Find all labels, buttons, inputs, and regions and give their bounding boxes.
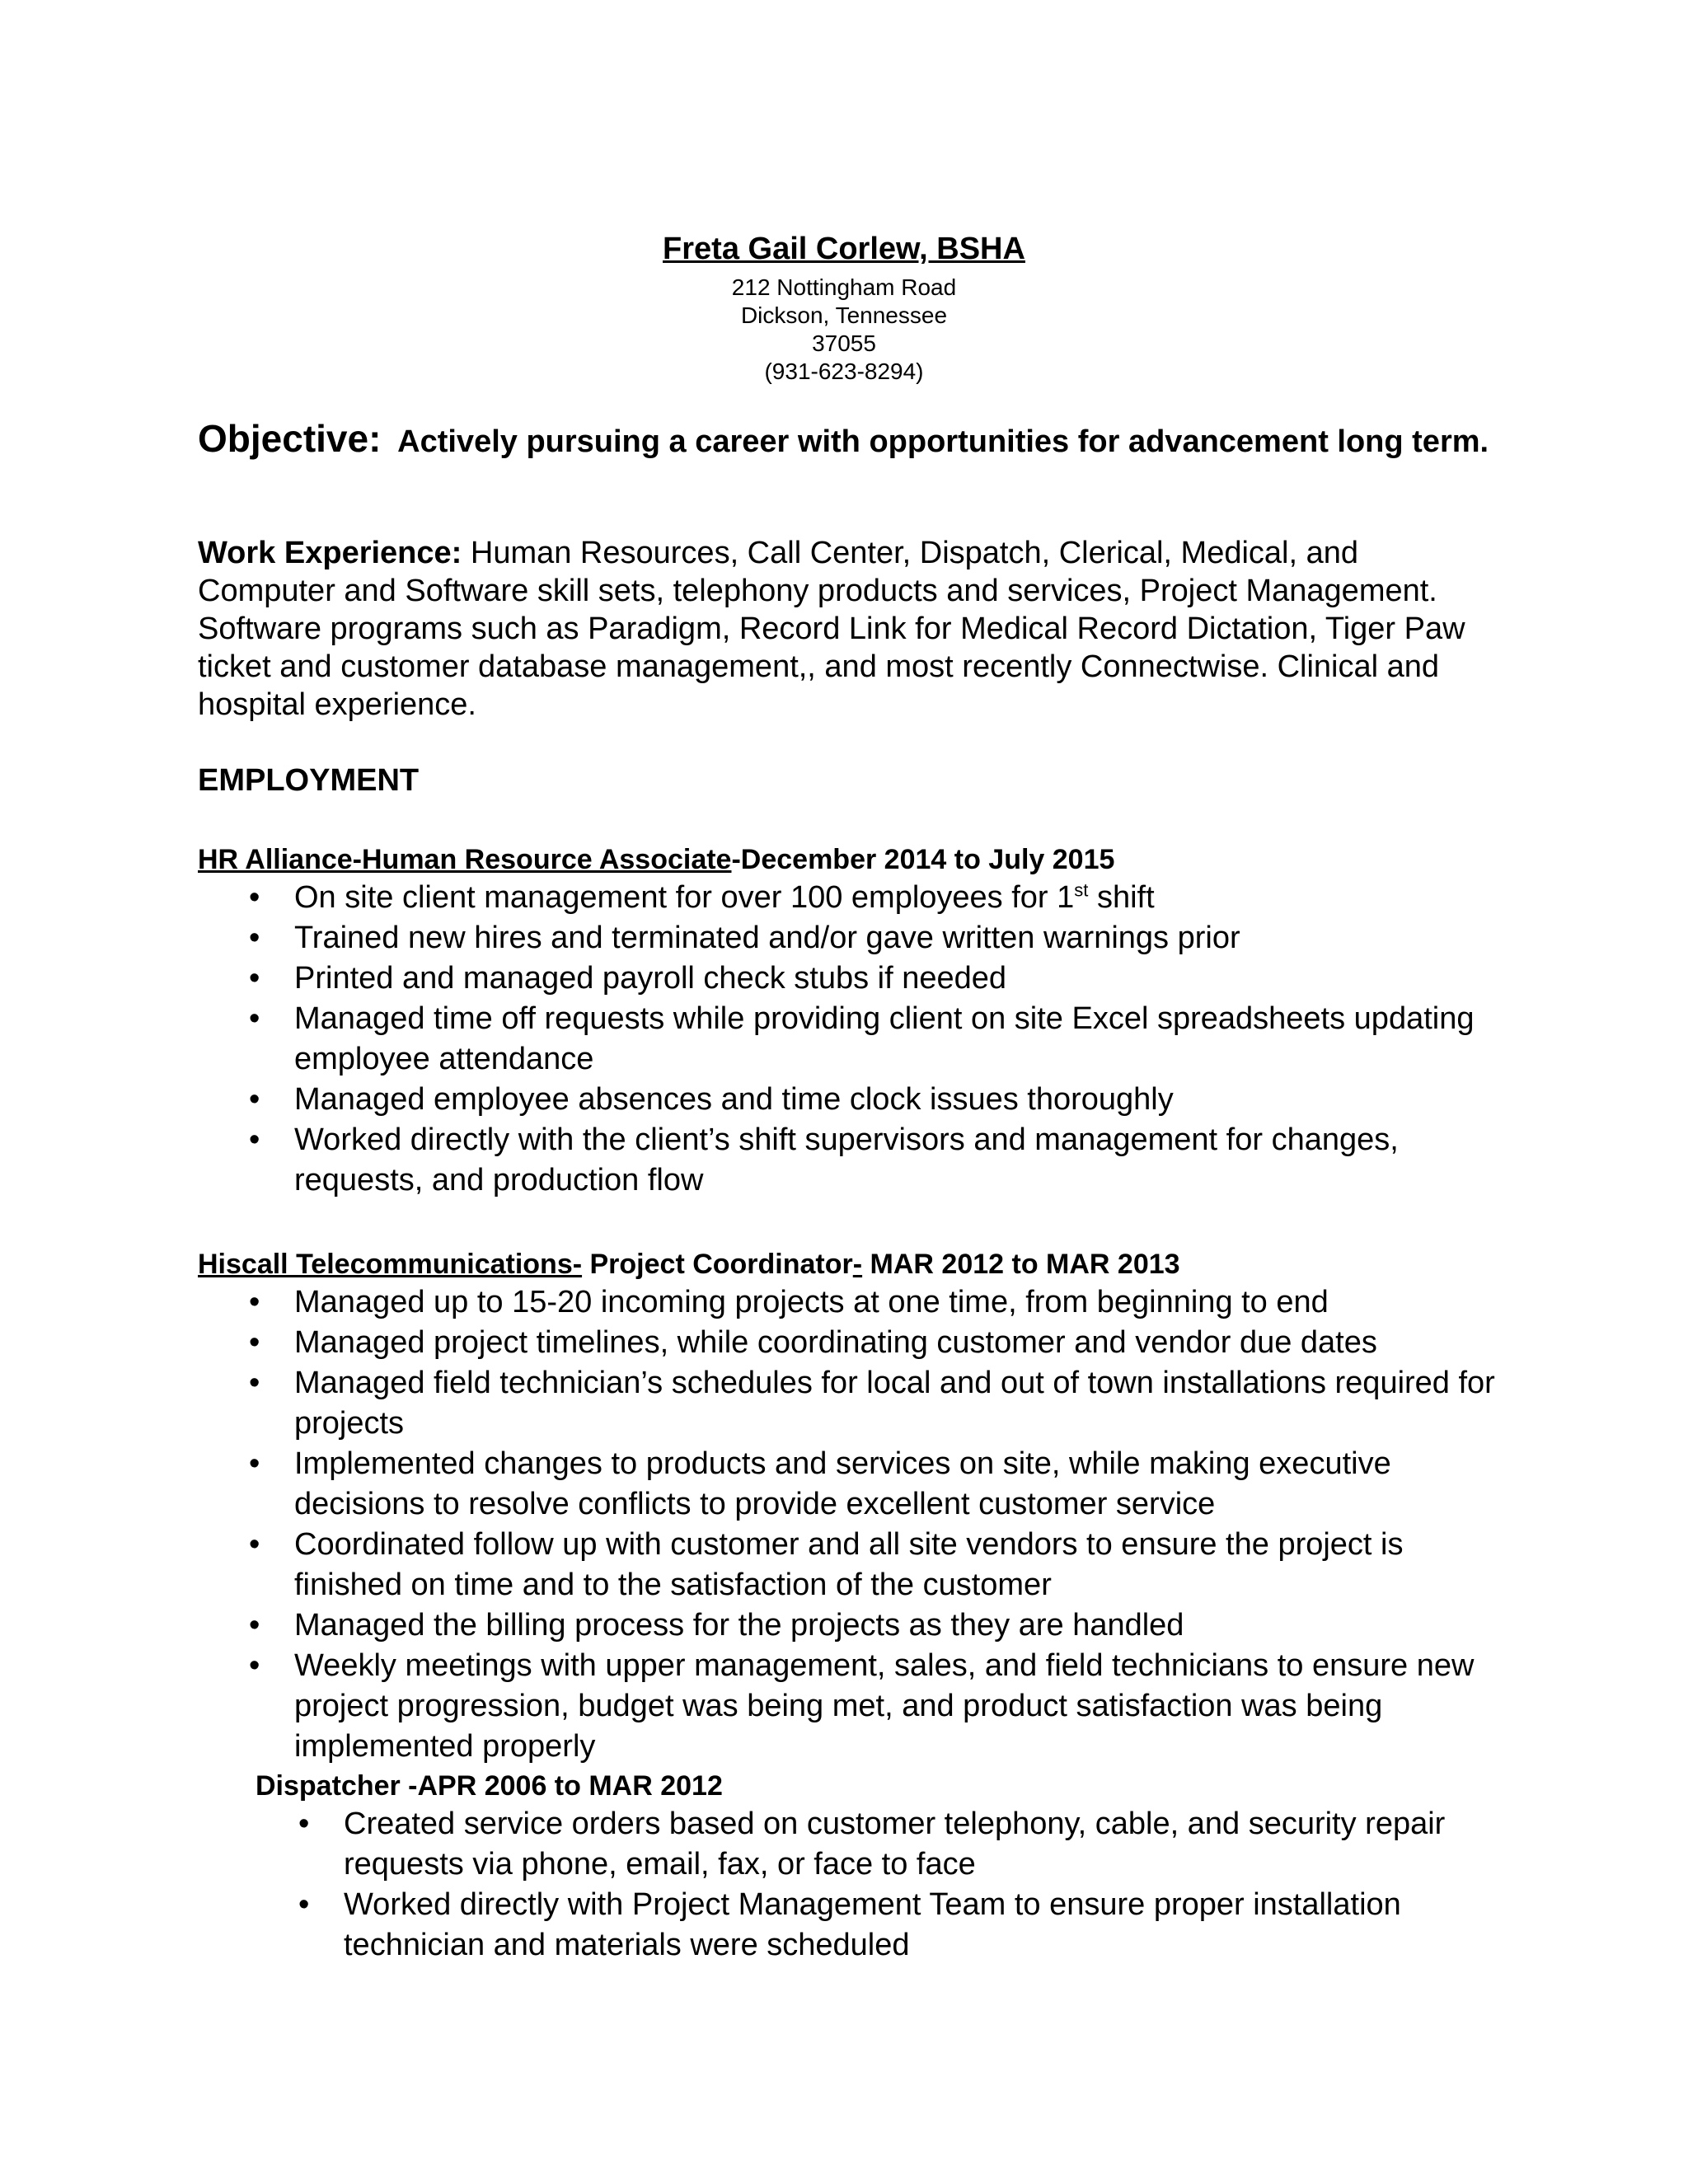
objective-label: Objective: — [198, 417, 382, 460]
job-employer: Hiscall Telecommunications- — [198, 1249, 583, 1280]
job-title-hr-alliance — [198, 842, 1114, 877]
work-experience-label: Work Experience: — [198, 536, 462, 570]
objective-section — [198, 419, 1500, 462]
job-employer-role: HR Alliance-Human Resource Associate — [198, 844, 732, 875]
work-experience-section — [198, 534, 1500, 724]
list-item: • Printed and managed payroll check stubs if needed — [198, 958, 1517, 999]
candidate-name: Freta Gail Corlew, BSHA — [663, 232, 1025, 266]
list-item: • Worked directly with Project Management Team to ensure proper installation technician and materials were scheduled — [247, 1885, 1533, 1966]
job-title-hiscall — [198, 1247, 1180, 1282]
list-item: • Implemented changes to products and services on site, while making executive decisions to resolve conflicts to provide excellent customer service — [198, 1444, 1517, 1525]
contact-header — [0, 227, 1688, 386]
list-item: • On site client management for over 100 employees for 1st shift — [198, 878, 1517, 918]
list-item: • Worked directly with the client’s shift supervisors and management for changes, requests, and production flow — [198, 1120, 1517, 1201]
list-item: • Managed the billing process for the projects as they are handled — [198, 1605, 1517, 1646]
phone-number: (931-623-8294) — [764, 359, 924, 384]
list-item: • Coordinated follow up with customer and all site vendors to ensure the project is finished on time and to the satisfaction of the customer — [198, 1525, 1517, 1605]
job-bullets-dispatcher — [247, 1804, 1533, 1966]
job-role: Project Coordinator — [582, 1249, 853, 1280]
job-separator: - — [852, 1249, 863, 1280]
sub-role-dispatcher: Dispatcher -APR 2006 to MAR 2012 — [256, 1770, 723, 1802]
list-item: • Managed field technician’s schedules for local and out of town installations required for projects — [198, 1363, 1517, 1444]
list-item: • Managed time off requests while providing client on site Excel spreadsheets updating employee attendance — [198, 999, 1517, 1080]
objective-text: Actively pursuing a career with opportunities for advancement long term. — [397, 424, 1489, 459]
list-item: • Weekly meetings with upper management, sales, and field technicians to ensure new project progression, budget was being met, and product satisfaction was being implemented properly — [198, 1646, 1517, 1767]
employment-heading: EMPLOYMENT — [198, 763, 420, 798]
zip-code: 37055 — [812, 330, 876, 356]
list-item: • Managed employee absences and time clock issues thoroughly — [198, 1080, 1517, 1120]
work-experience-text: Human Resources, Call Center, Dispatch, Clerical, Medical, and Computer and Software skill sets, telephony products and services, Project Management. Software programs such as Paradigm, Record Link for Medical Record Dictation, Tiger Paw ticket and customer database management,, and most recently Connectwise. Clinical and hospital experience. — [198, 536, 1465, 722]
job-bullets-hiscall — [198, 1282, 1517, 1767]
city-state: Dickson, Tennessee — [740, 302, 948, 328]
list-item: • Managed up to 15-20 incoming projects at one time, from beginning to end — [198, 1282, 1517, 1323]
job-dates: -December 2014 to July 2015 — [731, 844, 1115, 875]
job-dates: MAR 2012 to MAR 2013 — [862, 1249, 1180, 1280]
street-address: 212 Nottingham Road — [731, 274, 957, 300]
list-item: • Created service orders based on customer telephony, cable, and security repair requests via phone, email, fax, or face to face — [247, 1804, 1533, 1885]
list-item: • Trained new hires and terminated and/or gave written warnings prior — [198, 918, 1517, 958]
job-bullets-hr-alliance — [198, 878, 1517, 1201]
list-item: • Managed project timelines, while coordinating customer and vendor due dates — [198, 1323, 1517, 1363]
